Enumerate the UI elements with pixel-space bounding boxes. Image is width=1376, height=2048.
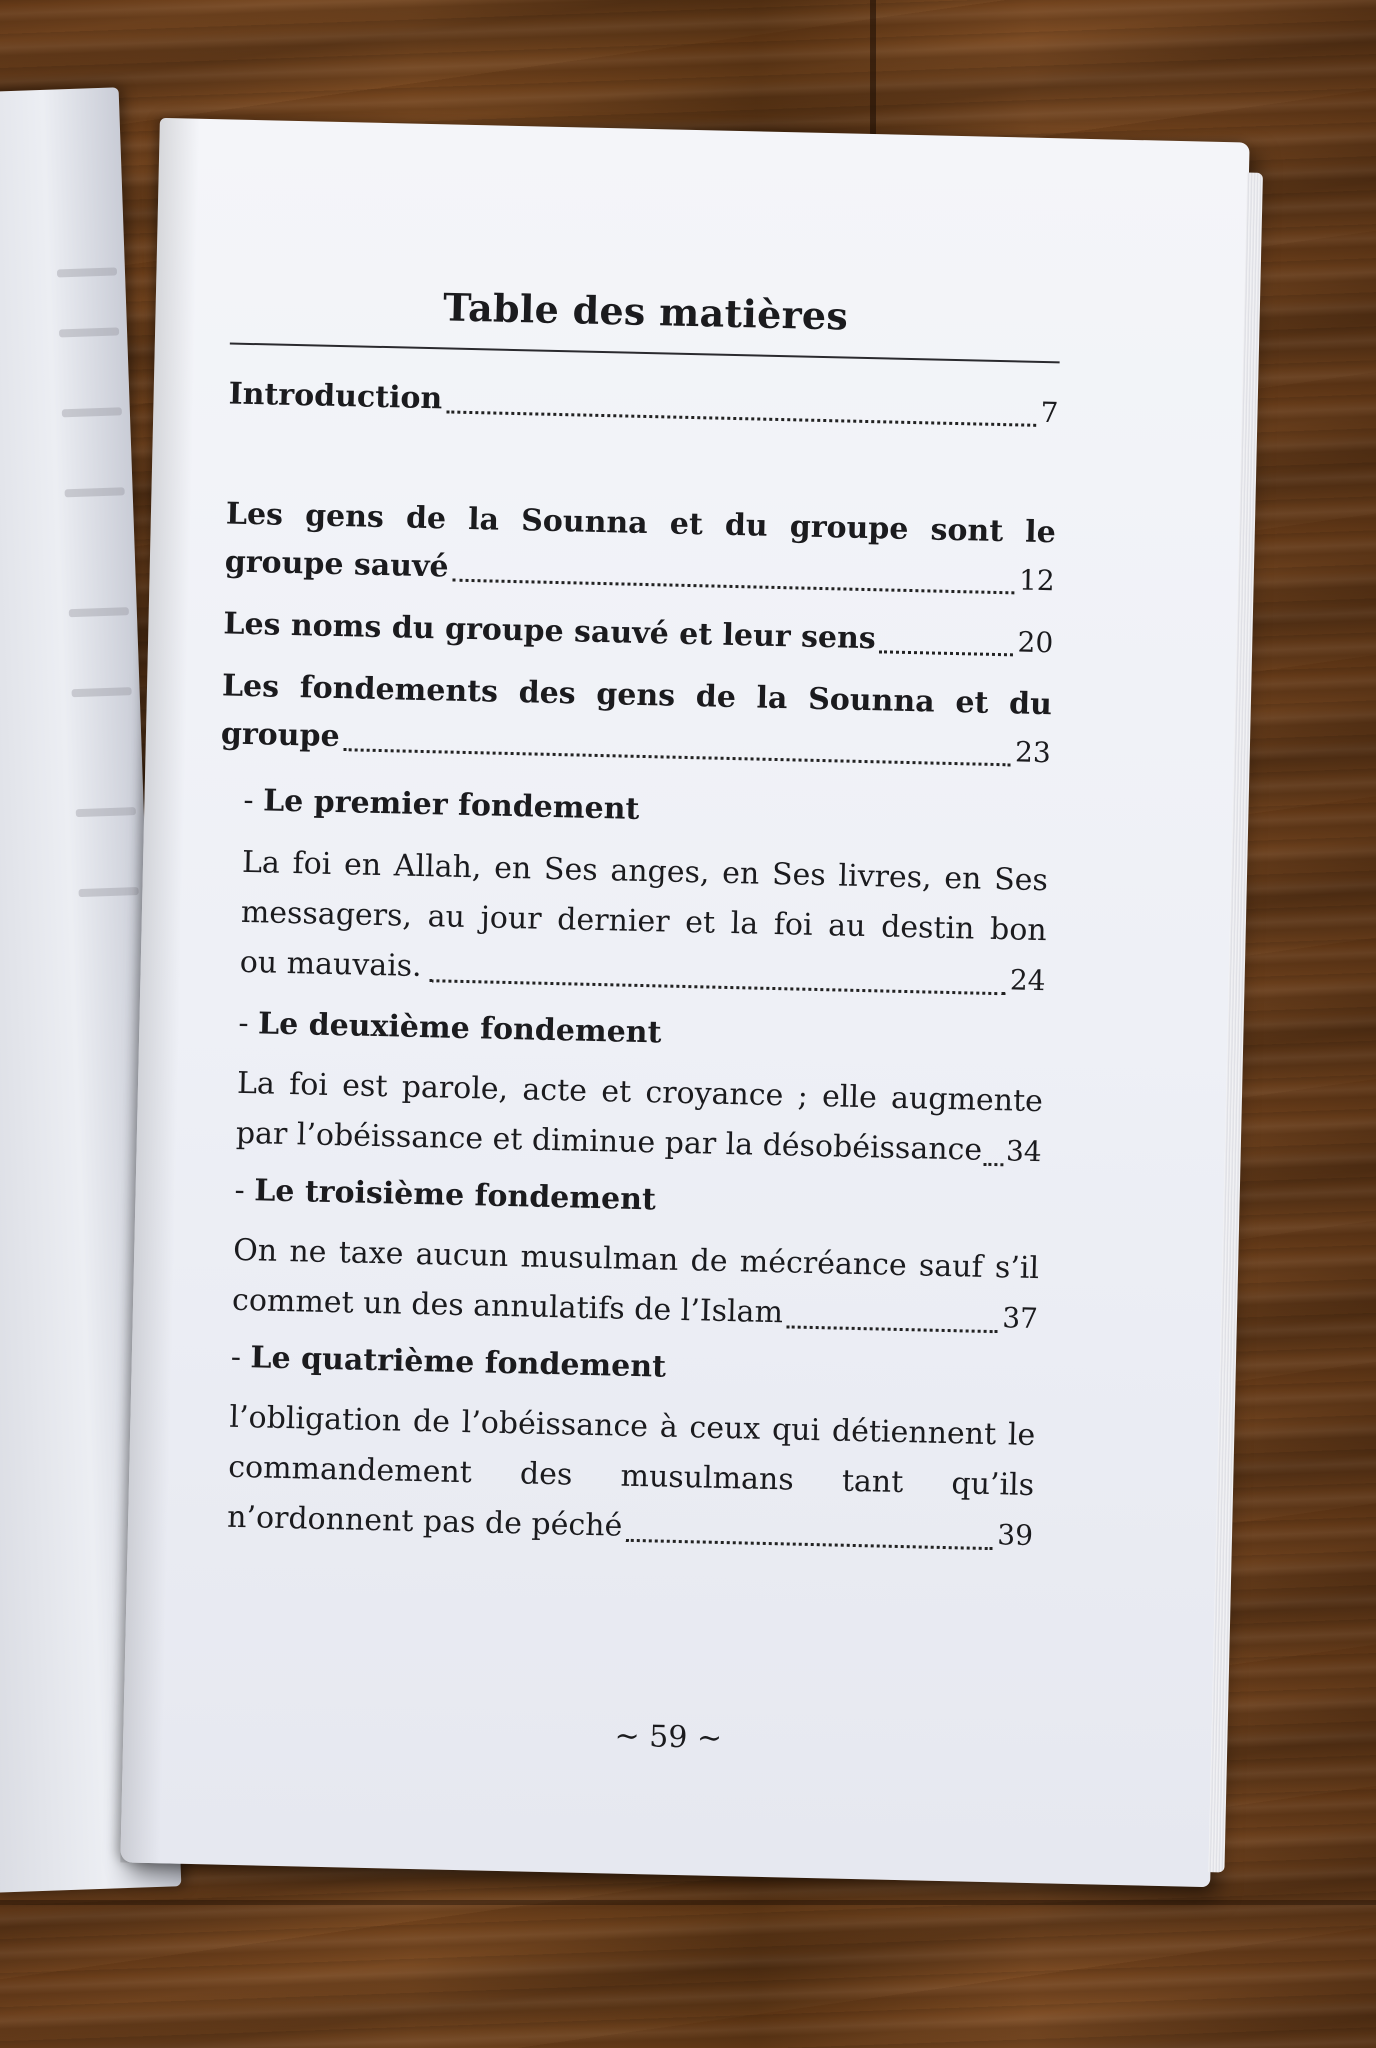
- toc-description: [235, 1059, 1043, 1177]
- dot-leader: [429, 979, 1005, 995]
- dot-leader: [343, 748, 1011, 766]
- description-line: On ne taxe aucun musulman de mécréance sauf s’il: [232, 1232, 1040, 1287]
- dot-leader: [452, 579, 1015, 595]
- description-line: La foi en Allah, en Ses anges, en Ses livres, en Ses: [241, 844, 1049, 899]
- description-line: par l’obéissance et diminue par la désobéissance: [235, 1115, 983, 1168]
- description-line: commandement des musulmans tant qu’ils: [227, 1449, 1035, 1504]
- dot-leader: [879, 650, 1013, 656]
- bleed-text: [65, 487, 125, 497]
- bleed-text: [78, 887, 138, 897]
- toc-subheading: - Le premier fondement: [243, 782, 640, 827]
- description-line: l’obligation de l’obéissance à ceux qui détiennent le: [229, 1399, 1036, 1454]
- toc-description: [232, 1226, 1040, 1344]
- description-line: commet un des annulatifs de l’Islam: [231, 1282, 784, 1331]
- subheading-label: Le quatrième fondement: [250, 1340, 667, 1385]
- toc-entry-introduction: [228, 370, 1059, 437]
- toc-entry-label: groupe sauvé: [224, 544, 449, 585]
- page-title: Table des matières: [442, 284, 849, 339]
- description-line: n’ordonnent pas de péché: [226, 1499, 623, 1544]
- toc-page-number: 23: [1014, 735, 1052, 770]
- dot-leader: [984, 1163, 1004, 1166]
- toc-entry-label: Les gens de la Sounna et du groupe sont le: [225, 496, 1057, 551]
- book-page: [120, 118, 1249, 1887]
- subheading-label: Le troisième fondement: [253, 1173, 657, 1218]
- dot-leader: [787, 1325, 998, 1333]
- bleed-text: [69, 607, 129, 617]
- toc-page-number: 20: [1017, 625, 1054, 660]
- toc-subheading: - Le troisième fondement: [234, 1172, 657, 1218]
- toc-entry-groupe-sauve: [224, 490, 1056, 605]
- bleed-text: [76, 807, 136, 817]
- description-line: ou mauvais.: [239, 944, 423, 985]
- bleed-text: [72, 687, 132, 697]
- toc-entry-fondements: [220, 662, 1052, 777]
- dot-leader: [446, 410, 1036, 426]
- bleed-text: [59, 327, 119, 337]
- toc-page-number: 12: [1018, 563, 1056, 598]
- page-number: ~ 59 ~: [614, 1718, 723, 1757]
- description-line: messagers, au jour dernier et la foi au destin bon: [240, 894, 1048, 949]
- toc-subheading: - Le deuxième fondement: [238, 1005, 662, 1051]
- toc-entry-label: Les noms du groupe sauvé et leur sens: [223, 606, 877, 657]
- wood-plank-seam: [0, 1900, 1376, 1905]
- subheading-label: Le deuxième fondement: [257, 1006, 662, 1051]
- toc-page-number: 39: [996, 1518, 1034, 1553]
- toc-entry-noms: [223, 600, 1054, 667]
- toc-subheading: - Le quatrième fondement: [230, 1339, 667, 1385]
- bleed-text: [62, 407, 122, 417]
- title-rule: [230, 343, 1060, 364]
- description-line: La foi est parole, acte et croyance ; elle augmente: [236, 1065, 1044, 1120]
- toc-page-number: 37: [1001, 1301, 1039, 1336]
- toc-entry-label: Les fondements des gens de la Sounna et du: [221, 668, 1053, 723]
- page-edges: [1208, 173, 1263, 1873]
- toc-description: [227, 1393, 1036, 1561]
- bleed-text: [57, 267, 117, 277]
- dot-leader: [626, 1539, 993, 1550]
- toc-description: [239, 838, 1048, 1006]
- toc-page-number: 7: [1040, 395, 1059, 430]
- table-of-contents: [203, 280, 1061, 1562]
- toc-entry-label: Introduction: [228, 376, 443, 417]
- toc-page-number: 34: [1005, 1134, 1043, 1169]
- subheading-label: Le premier fondement: [262, 783, 640, 827]
- toc-entry-label: groupe: [220, 716, 341, 755]
- toc-page-number: 24: [1009, 963, 1046, 998]
